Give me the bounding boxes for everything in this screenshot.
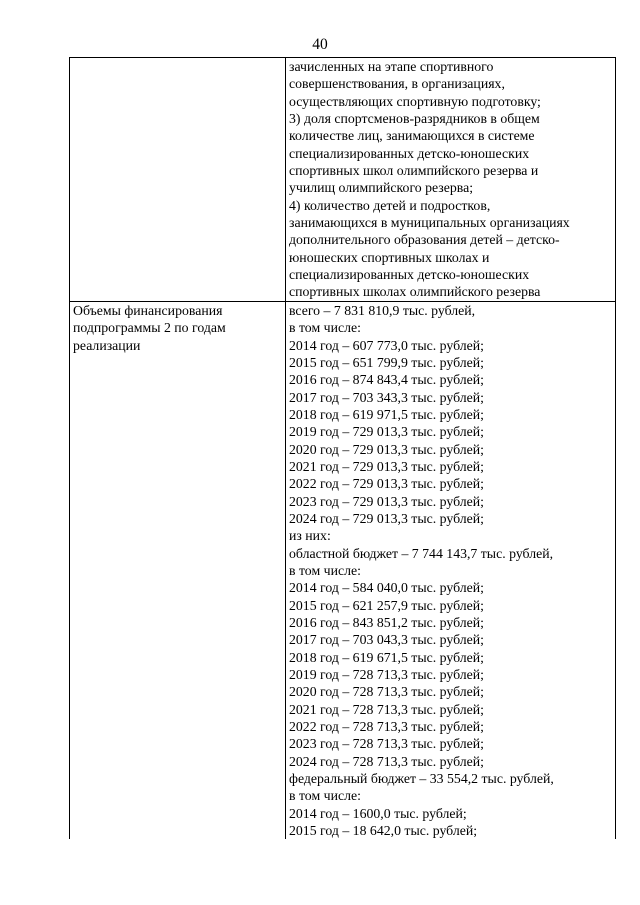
text-line: спортивных школ олимпийского резерва и [289,163,539,179]
text-line: занимающихся в муниципальных организациях [289,215,570,231]
year-amount-line: 2023 год – 729 013,3 тыс. рублей; [289,493,484,509]
year-amount-line: 2024 год – 729 013,3 тыс. рублей; [289,510,484,526]
page-number: 40 [312,36,328,53]
text-line: специализированных детско-юношеских [289,267,530,283]
text-line: в том числе: [289,788,361,804]
table-cell-financing-values [286,301,616,839]
text-line: 3) доля спортсменов-разрядников в общем [289,111,540,127]
year-amount-line: 2015 год – 18 642,0 тыс. рублей; [289,823,478,839]
year-amount-line: 2018 год – 619 971,5 тыс. рублей; [289,406,484,422]
year-amount-line: 2020 год – 728 713,3 тыс. рублей; [289,684,484,700]
text-line: зачисленных на этапе спортивного [289,59,494,74]
text-line: училищ олимпийского резерва; [289,180,474,196]
year-amount-line: 2019 год – 729 013,3 тыс. рублей; [289,424,484,440]
text-line: осуществляющих спортивную подготовку; [289,93,541,109]
year-amount-line: 2014 год – 584 040,0 тыс. рублей; [289,580,484,596]
label-line: подпрограммы 2 по годам [73,320,226,336]
year-amount-line: 2017 год – 703 343,3 тыс. рублей; [289,389,484,405]
year-amount-line: 2015 год – 651 799,9 тыс. рублей; [289,354,484,370]
table-cell-label-empty [70,58,286,302]
year-amount-line: 2014 год – 607 773,0 тыс. рублей; [289,337,484,353]
year-amount-line: 2020 год – 729 013,3 тыс. рублей; [289,441,484,457]
year-amount-line: 2016 год – 843 851,2 тыс. рублей; [289,615,484,630]
regional-budget-total-line: областной бюджет – 7 744 143,7 тыс. рублей, [289,545,554,561]
year-amount-line: 2023 год – 728 713,3 тыс. рублей; [289,736,484,752]
year-amount-line: 2016 год – 874 843,4 тыс. рублей; [289,372,484,388]
year-amount-line: 2017 год – 703 043,3 тыс. рублей; [289,632,484,648]
label-line: реализации [73,337,141,353]
text-line: совершенствования, в организациях, [289,76,505,92]
year-amount-line: 2024 год – 728 713,3 тыс. рублей; [289,753,484,769]
text-line: юношеских спортивных школах и [289,249,490,265]
year-amount-line: 2022 год – 728 713,3 тыс. рублей; [289,719,484,735]
table-row-financing-volumes [70,301,616,839]
year-amount-line: 2019 год – 728 713,3 тыс. рублей; [289,667,484,683]
year-amount-line: 2014 год – 1600,0 тыс. рублей; [289,805,467,821]
table-cell-financing-label [70,301,286,839]
year-amount-line: 2021 год – 728 713,3 тыс. рублей; [289,701,484,717]
label-line: Объемы финансирования [73,302,223,318]
text-line: специализированных детско-юношеских [289,145,530,161]
text-line: спортивных школах олимпийского резерва [289,284,541,300]
year-amount-line: 2015 год – 621 257,9 тыс. рублей; [289,597,484,613]
year-amount-line: 2021 год – 729 013,3 тыс. рублей; [289,458,484,474]
text-line: 4) количество детей и подростков, [289,197,491,213]
text-line: дополнительного образования детей – детско- [289,232,560,248]
table-row-indicators-continuation [70,58,616,302]
table-cell-indicators-text [286,58,616,302]
federal-budget-total-line: федеральный бюджет – 33 554,2 тыс. рублей, [289,771,554,787]
total-line: всего – 7 831 810,9 тыс. рублей, [289,302,476,318]
text-line: в том числе: [289,562,361,578]
text-line: в том числе: [289,320,361,336]
text-line: количестве лиц, занимающихся в системе [289,128,535,144]
year-amount-line: 2022 год – 729 013,3 тыс. рублей; [289,476,484,492]
year-amount-line: 2018 год – 619 671,5 тыс. рублей; [289,649,484,665]
subprogram-passport-table [69,57,616,839]
text-line: из них: [289,528,331,544]
